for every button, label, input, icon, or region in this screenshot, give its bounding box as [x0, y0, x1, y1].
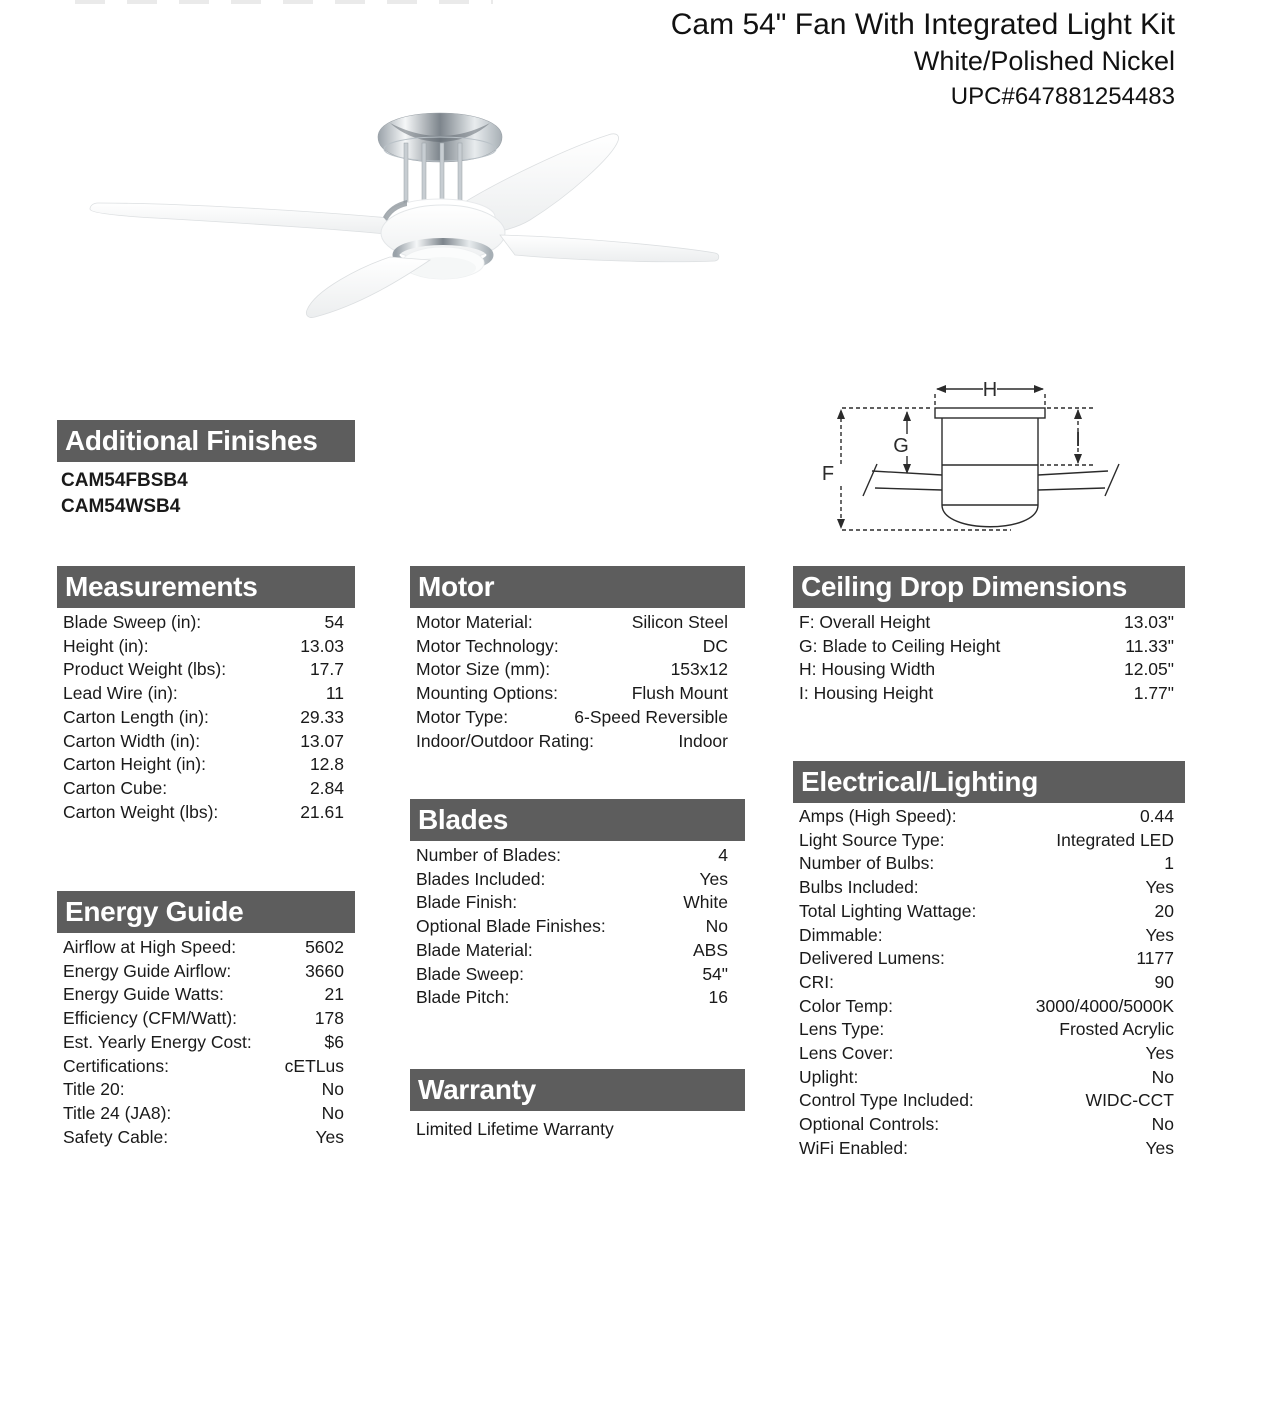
diagram-label-g: G — [893, 435, 909, 457]
spec-row — [795, 852, 1179, 876]
spec-row — [795, 1042, 1179, 1066]
spec-label: Title 24 (JA8): — [63, 1102, 172, 1123]
section-header-electrical: Electrical/Lighting — [793, 761, 1185, 803]
measurements-table — [59, 611, 349, 824]
ceiling-drop-table — [795, 611, 1179, 706]
section-header-measurements: Measurements — [57, 566, 355, 608]
product-upc: UPC#647881254483 — [950, 83, 1175, 110]
spec-value: Yes — [699, 868, 728, 889]
diagram-label-i: I — [1075, 429, 1081, 451]
diagram-label-h: H — [982, 379, 998, 401]
spec-row — [795, 635, 1179, 659]
spec-label: WiFi Enabled: — [799, 1137, 908, 1158]
spec-row — [59, 706, 349, 730]
product-title: Cam 54" Fan With Integrated Light Kit — [670, 8, 1175, 41]
spec-label: Blades Included: — [416, 868, 546, 889]
spec-label: Carton Weight (lbs): — [63, 801, 219, 822]
fan-blade-right — [500, 235, 719, 262]
section-header-additional-finishes: Additional Finishes — [57, 420, 355, 462]
spec-value: 5602 — [305, 937, 344, 957]
motor-table — [412, 611, 733, 753]
warranty-text: Limited Lifetime Warranty — [416, 1119, 614, 1139]
spec-row — [795, 805, 1179, 829]
spec-row — [412, 706, 733, 730]
spec-row — [412, 915, 733, 939]
spec-value: 13.03 — [300, 635, 344, 656]
spec-value: WIDC-CCT — [1085, 1090, 1174, 1111]
spec-label: Dimmable: — [799, 924, 883, 945]
spec-label: Amps (High Speed): — [799, 806, 957, 826]
spec-row — [412, 868, 733, 892]
spec-label: H: Housing Width — [799, 659, 936, 680]
spec-row — [795, 1113, 1179, 1137]
finish-sku: CAM54WSB4 — [61, 496, 181, 517]
spec-label: Delivered Lumens: — [799, 948, 945, 969]
spec-label: Optional Blade Finishes: — [416, 916, 606, 937]
spec-row — [795, 995, 1179, 1019]
spec-value: 54 — [324, 612, 344, 632]
spec-value: Yes — [1145, 1137, 1174, 1158]
spec-value: Indoor — [678, 730, 728, 751]
spec-value: 12.05" — [1123, 659, 1174, 680]
spec-row — [59, 983, 349, 1007]
spec-row — [59, 1007, 349, 1031]
spec-value: 90 — [1154, 971, 1174, 992]
section-header-motor: Motor — [410, 566, 745, 608]
spec-value: 0.44 — [1139, 806, 1174, 826]
spec-value: 6-Speed Reversible — [574, 706, 728, 727]
spec-value: 178 — [314, 1008, 344, 1029]
spec-value: 1.77" — [1133, 683, 1174, 704]
spec-value: DC — [702, 635, 728, 656]
spec-value: No — [321, 1079, 344, 1100]
spec-value: Yes — [1145, 924, 1174, 945]
spec-label: G: Blade to Ceiling Height — [799, 635, 1001, 656]
fan-blade-front — [306, 257, 430, 318]
spec-row — [795, 971, 1179, 995]
spec-row — [412, 635, 733, 659]
spec-label: Blade Sweep (in): — [63, 612, 202, 632]
spec-label: Optional Controls: — [799, 1114, 940, 1135]
spec-label: Motor Technology: — [416, 635, 559, 656]
product-finish: White/Polished Nickel — [913, 46, 1175, 76]
section-header-warranty: Warranty — [410, 1069, 745, 1111]
spec-label: Product Weight (lbs): — [63, 659, 227, 680]
spec-value: 3660 — [305, 960, 344, 981]
spec-label: Bulbs Included: — [799, 877, 919, 898]
spec-value: cETLus — [284, 1055, 344, 1076]
spec-row — [412, 682, 733, 706]
additional-finishes-list — [61, 468, 188, 520]
spec-row — [795, 1066, 1179, 1090]
fan-product-image — [60, 85, 760, 355]
spec-value: No — [1151, 1066, 1174, 1087]
spec-row — [795, 876, 1179, 900]
spec-row — [59, 1102, 349, 1126]
spec-value: 3000/4000/5000K — [1035, 995, 1174, 1016]
spec-label: Carton Height (in): — [63, 754, 206, 775]
spec-label: Efficiency (CFM/Watt): — [63, 1008, 238, 1029]
spec-row — [795, 1137, 1179, 1161]
spec-label: Number of Bulbs: — [799, 853, 935, 874]
spec-value: Flush Mount — [631, 683, 728, 704]
spec-label: F: Overall Height — [799, 612, 931, 632]
spec-label: Blade Material: — [416, 939, 533, 960]
spec-row — [59, 960, 349, 984]
spec-row — [59, 1126, 349, 1150]
spec-label: I: Housing Height — [799, 683, 934, 704]
spec-label: Carton Length (in): — [63, 706, 209, 727]
spec-value: No — [1151, 1114, 1174, 1135]
spec-row — [59, 635, 349, 659]
spec-value: 54" — [702, 963, 728, 984]
spec-label: Total Lighting Wattage: — [799, 900, 977, 921]
spec-row — [412, 891, 733, 915]
spec-label: Color Temp: — [799, 995, 894, 1016]
spec-value: 13.03" — [1123, 612, 1174, 632]
spec-row — [59, 753, 349, 777]
spec-row — [412, 986, 733, 1010]
spec-row — [59, 936, 349, 960]
spec-value: 11 — [325, 683, 344, 704]
spec-row — [412, 844, 733, 868]
spec-label: Carton Width (in): — [63, 730, 201, 751]
spec-label: Blade Pitch: — [416, 987, 510, 1008]
spec-label: Uplight: — [799, 1066, 859, 1087]
spec-row — [59, 611, 349, 635]
spec-label: Energy Guide Watts: — [63, 984, 224, 1005]
spec-label: Motor Size (mm): — [416, 659, 551, 680]
spec-value: 11.33" — [1125, 635, 1174, 656]
ceiling-drop-diagram — [815, 368, 1155, 548]
spec-label: Title 20: — [63, 1079, 125, 1100]
spec-row — [59, 1031, 349, 1055]
spec-row — [412, 963, 733, 987]
spec-value: Yes — [1145, 1043, 1174, 1064]
spec-row — [795, 611, 1179, 635]
blades-table — [412, 844, 733, 1010]
spec-row — [59, 801, 349, 825]
spec-label: Light Source Type: — [799, 829, 945, 850]
spec-label: CRI: — [799, 971, 834, 992]
electrical-table — [795, 805, 1179, 1161]
spec-value: 17.7 — [309, 659, 344, 680]
spec-label: Lead Wire (in): — [63, 683, 178, 704]
section-header-energy-guide: Energy Guide — [57, 891, 355, 933]
spec-label: Carton Cube: — [63, 777, 168, 798]
spec-value: Integrated LED — [1056, 829, 1174, 850]
spec-label: Est. Yearly Energy Cost: — [63, 1031, 252, 1052]
spec-row — [412, 658, 733, 682]
spec-value: 20 — [1154, 900, 1174, 921]
spec-value: 2.84 — [309, 777, 344, 798]
spec-row — [59, 1078, 349, 1102]
spec-row — [795, 1018, 1179, 1042]
spec-label: Control Type Included: — [799, 1090, 974, 1111]
spec-label: Energy Guide Airflow: — [63, 960, 232, 981]
spec-value: No — [705, 916, 728, 937]
fan-blade-left — [90, 203, 395, 235]
spec-label: Airflow at High Speed: — [63, 937, 237, 957]
spec-value: 21.61 — [300, 801, 344, 822]
spec-label: Blade Finish: — [416, 892, 518, 913]
energy-guide-table — [59, 936, 349, 1149]
spec-value: ABS — [692, 939, 728, 960]
spec-label: Lens Cover: — [799, 1043, 894, 1064]
spec-row — [412, 730, 733, 754]
spec-label: Indoor/Outdoor Rating: — [416, 730, 595, 751]
spec-value: Yes — [1145, 877, 1174, 898]
spec-value: 12.8 — [309, 754, 344, 775]
spec-value: $6 — [324, 1031, 344, 1052]
spec-label: Certifications: — [63, 1055, 170, 1076]
diagram-label-f: F — [821, 463, 835, 485]
spec-value: 29.33 — [300, 706, 344, 727]
spec-row — [59, 777, 349, 801]
spec-value: White — [683, 892, 728, 913]
spec-label: Height (in): — [63, 635, 149, 656]
spec-value: Frosted Acrylic — [1059, 1019, 1174, 1040]
spec-label: Number of Blades: — [416, 845, 561, 865]
spec-row — [412, 939, 733, 963]
spec-value: 13.07 — [300, 730, 344, 751]
spec-row — [412, 611, 733, 635]
spec-row — [795, 829, 1179, 853]
spec-row — [795, 947, 1179, 971]
spec-value: 21 — [324, 984, 344, 1005]
spec-row — [795, 1089, 1179, 1113]
spec-row — [59, 658, 349, 682]
spec-value: Yes — [315, 1126, 344, 1147]
spec-value: 153x12 — [670, 659, 728, 680]
spec-row — [795, 682, 1179, 706]
spec-value: No — [321, 1102, 344, 1123]
spec-label: Safety Cable: — [63, 1126, 169, 1147]
spec-label: Mounting Options: — [416, 683, 559, 704]
spec-row — [59, 1055, 349, 1079]
spec-value: 1177 — [1136, 948, 1174, 969]
spec-row — [795, 924, 1179, 948]
spec-value: Silicon Steel — [631, 612, 728, 632]
spec-value: 4 — [718, 845, 728, 865]
spec-label: Blade Sweep: — [416, 963, 524, 984]
spec-row — [795, 658, 1179, 682]
section-header-blades: Blades — [410, 799, 745, 841]
cropped-logo-fragment — [75, 0, 493, 4]
section-header-ceiling-drop: Ceiling Drop Dimensions — [793, 566, 1185, 608]
spec-value: 16 — [708, 987, 728, 1008]
spec-row — [795, 900, 1179, 924]
spec-row — [59, 682, 349, 706]
spec-label: Lens Type: — [799, 1019, 885, 1040]
spec-label: Motor Type: — [416, 706, 509, 727]
spec-value: 1 — [1164, 853, 1174, 874]
finish-sku: CAM54FBSB4 — [61, 470, 188, 491]
spec-label: Motor Material: — [416, 612, 533, 632]
spec-row — [59, 730, 349, 754]
